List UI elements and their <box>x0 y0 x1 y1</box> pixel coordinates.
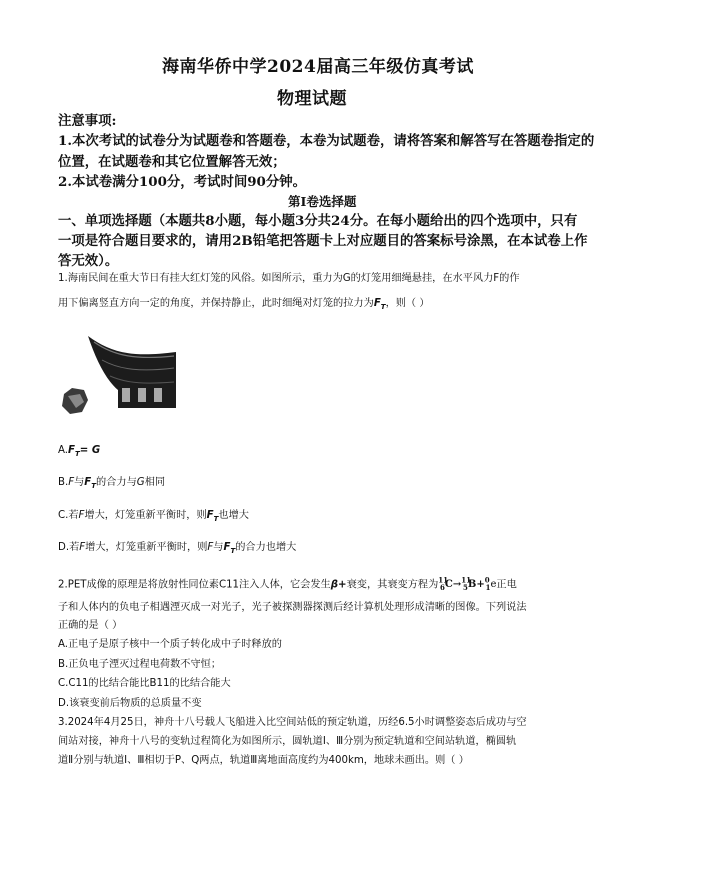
q1-option-a <box>58 444 100 461</box>
q1-line-2-tail: ，则（ ） <box>385 298 430 309</box>
tension-sub: T <box>213 515 219 524</box>
tension-sub: T <box>230 547 236 556</box>
force-f: F <box>207 542 214 553</box>
q2-line-3: 正确的是（ ） <box>58 620 123 631</box>
notes-line-3: 2.本试卷满分100分，考试时间90分钟。 <box>58 174 307 190</box>
section-line-2: 一项是符合题目要求的，请用2B铅笔把答题卡上对应题目的答案标号涂黑，在本试卷上作 <box>58 233 588 249</box>
q2-option-c: C.C11的比结合能比B11的比结合能大 <box>58 678 231 689</box>
q2-option-d: D.该衰变前后物质的总质量不变 <box>58 698 202 709</box>
tension-letter: F <box>223 542 231 553</box>
tension-symbol <box>84 477 97 491</box>
q1-option-b-label: B. <box>58 477 69 488</box>
q2-line-1-tail: 正电 <box>496 579 517 591</box>
gravity-g: G <box>136 477 145 488</box>
q2-line-2: 子和人体内的负电子相遇湮灭成一对光子，光子被探测器探测后经计算机处理形成清晰的图像。下列说法 <box>58 602 527 613</box>
section-line-1: 一、单项选择题（本题共8小题，每小题3分共24分。在每小题给出的四个选项中，只有 <box>58 213 578 229</box>
force-f: F <box>68 477 75 488</box>
q1-option-d-text: 的合力也增大 <box>235 542 297 553</box>
q2-line-1-text: 2.PET成像的原理是将放射性同位素C11注入人体，它会发生 <box>58 579 331 591</box>
tension-letter: F <box>68 445 75 456</box>
section-title: 第Ⅰ卷选择题 <box>288 194 357 209</box>
q1-option-a-label: A. <box>58 445 69 456</box>
q1-line-2 <box>58 297 430 314</box>
q3-line-2: 间站对接，神舟十八号的变轨过程简化为如图所示，圆轨道Ⅰ、Ⅲ分别为预定轨道和空间站轨道，椭圆轨 <box>58 736 517 747</box>
notes-heading: 注意事项: <box>58 113 117 129</box>
subject-title: 物理试题 <box>277 89 347 109</box>
b-z: 5 <box>463 583 468 593</box>
e-z: 1 <box>485 583 491 593</box>
exam-title: 海南华侨中学2024届高三年级仿真考试 <box>162 57 474 77</box>
tension-letter: F <box>84 477 92 488</box>
q3-line-3: 道Ⅱ分别与轨道Ⅰ、Ⅲ相切于P、Q两点，轨道Ⅲ离地面高度约为400km，地球未画出。则（ ） <box>58 755 469 766</box>
q1-option-d-label: D.若 <box>58 542 80 553</box>
tension-sub: T <box>75 450 80 459</box>
c-mass: 11 <box>438 576 449 585</box>
tension-letter: F <box>206 510 214 521</box>
tension-symbol <box>373 298 386 312</box>
q1-option-c-text: 增大，灯笼重新平衡时，则 <box>84 510 207 521</box>
q2-line-1-text: 衰变，其衰变方程为 <box>346 579 439 591</box>
q3-line-1: 3.2024年4月25日，神舟十八号载人飞船进入比空间站低的预定轨道，历经6.5小时调整姿态后成功与空 <box>58 717 527 728</box>
force-f: F <box>78 510 85 521</box>
q2-option-b: B.正负电子湮灭过程电荷数不守恒； <box>58 659 222 670</box>
notes-line-2: 位置，在试题卷和其它位置解答无效； <box>58 154 286 170</box>
force-f: F <box>79 542 86 553</box>
q1-option-b-text: 与 <box>74 477 85 488</box>
q1-option-d-text: 与 <box>213 542 224 553</box>
q1-option-b-text: 相同 <box>144 477 166 488</box>
arrow: → <box>452 579 462 591</box>
tension-sub: T <box>91 482 97 491</box>
beta-plus: β+ <box>330 579 347 591</box>
b-symbol: B <box>467 579 477 591</box>
q1-line-1: 1.海南民间在重大节日有挂大红灯笼的风俗。如图所示，重力为G的灯笼用细绳悬挂，在水平风力F的作 <box>58 273 520 284</box>
decay-equation <box>438 576 497 593</box>
q1-option-d-text: 增大，灯笼重新平衡时，则 <box>85 542 208 553</box>
q2-option-a: A.正电子是原子核中一个质子转化成中子时释放的 <box>58 639 282 650</box>
e-mass: 0 <box>484 576 490 585</box>
e-symbol: e <box>490 579 497 591</box>
tension-sub: T <box>380 303 386 312</box>
q1-option-c-label: C.若 <box>58 510 79 521</box>
q1-option-c <box>58 509 249 526</box>
b-mass: 11 <box>461 576 471 585</box>
q1-option-c-text: 也增大 <box>218 510 249 521</box>
section-line-3: 答无效）。 <box>58 253 119 269</box>
q1-option-b <box>58 476 165 493</box>
c-symbol: C <box>444 579 453 591</box>
q1-option-a-text: = G <box>79 445 101 456</box>
c-z: 6 <box>440 583 445 593</box>
tension-symbol <box>68 445 80 459</box>
tension-symbol <box>223 542 236 556</box>
q1-option-b-text: 的合力与 <box>96 477 137 488</box>
plus: + <box>476 579 485 591</box>
tension-symbol <box>206 510 219 524</box>
q1-line-2-text: 用下偏离竖直方向一定的角度，并保持静止，此时细绳对灯笼的拉力为 <box>58 298 374 309</box>
q2-line-1 <box>58 574 517 595</box>
q1-option-d <box>58 541 296 558</box>
notes-line-1: 1.本次考试的试卷分为试题卷和答题卷，本卷为试题卷，请将答案和解答写在答题卷指定的 <box>58 133 595 149</box>
tension-letter: F <box>373 298 381 309</box>
lantern-eaves-image <box>58 330 178 420</box>
